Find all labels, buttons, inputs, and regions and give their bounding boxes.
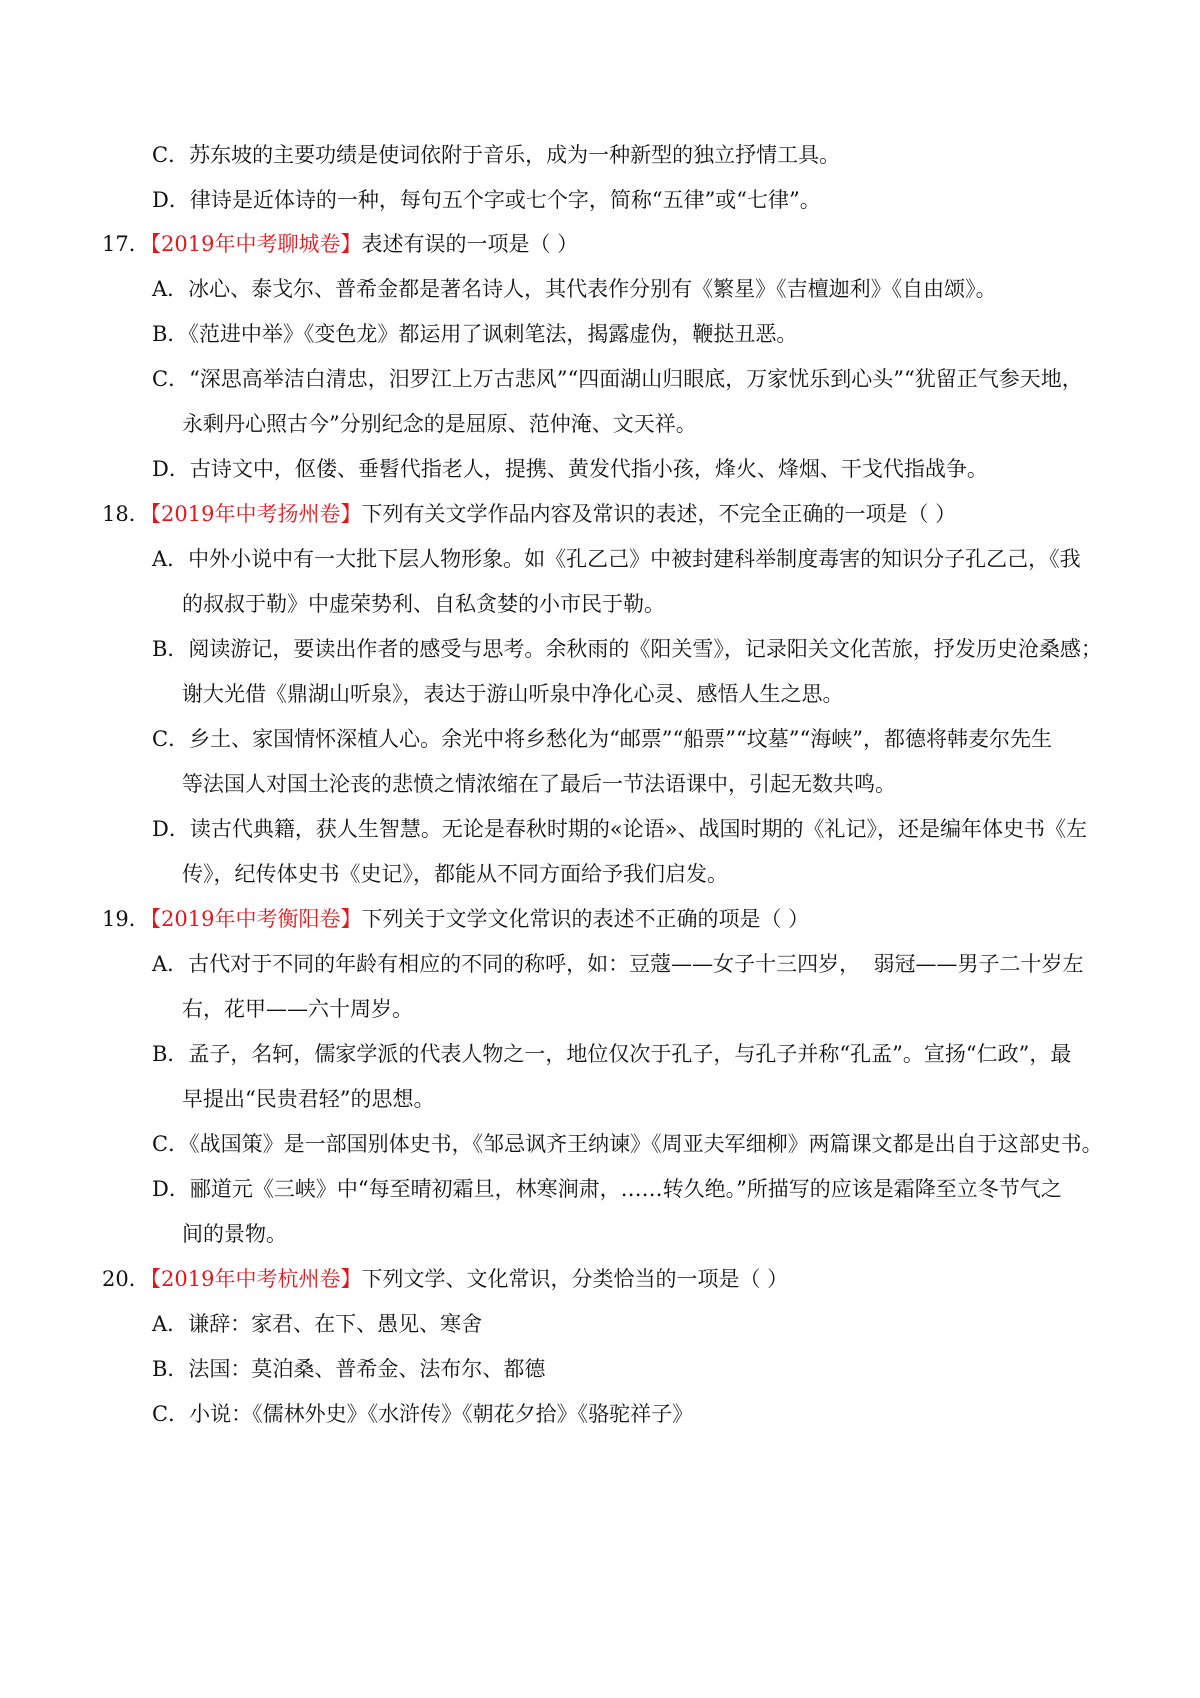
- q17-option-c-line2: 永剩丹心照古今”分别纪念的是屈原、范仲淹、文天祥。: [182, 412, 697, 436]
- q20-header: [140, 1264, 788, 1294]
- q16-option-c: C．苏东坡的主要功绩是使词依附于音乐，成为一种新型的独立抒情工具。: [152, 143, 841, 167]
- q17-number: 17．: [102, 232, 150, 256]
- q17-option-c-line1: C．“深思高举洁白清忠，汨罗江上万古悲风”“四面湖山归眼底，万家忧乐到心头”“犹留正气参天地，: [152, 367, 1083, 391]
- q18-option-d-line1: D．读古代典籍，获人生智慧。无论是春秋时期的«论语»、战国时期的《礼记》，还是编年体史书《左: [152, 817, 1088, 841]
- q19-option-b-line1: B．孟子，名轲，儒家学派的代表人物之一，地位仅次于孔子，与孔子并称“孔孟”。宣扬“仁政”，最: [152, 1042, 1072, 1066]
- q19-option-b-line2: 早提出“民贵君轻”的思想。: [182, 1087, 435, 1111]
- q20-source: 【2019年中考杭州卷】: [140, 1267, 362, 1291]
- q19-source: 【2019年中考衡阳卷】: [140, 907, 362, 931]
- q19-option-a-line2: 右，花甲——六十周岁。: [182, 997, 413, 1021]
- q18-option-a-line1: A．中外小说中有一大批下层人物形象。如《孔乙己》中被封建科举制度毒害的知识分子孔乙己，《我: [152, 547, 1081, 571]
- q17-option-a: A．冰心、泰戈尔、普希金都是著名诗人，其代表作分别有《繁星》《吉檀迦利》《自由颂》。: [152, 277, 997, 301]
- q20-stem: 下列文学、文化常识，分类恰当的一项是（ ）: [361, 1267, 789, 1291]
- q17-option-d: D．古诗文中，伛偻、垂髫代指老人，提携、黄发代指小孩，烽火、烽烟、干戈代指战争。: [152, 457, 988, 481]
- q18-stem: 下列有关文学作品内容及常识的表述，不完全正确的一项是（ ）: [361, 502, 957, 526]
- q18-number: 18．: [102, 502, 150, 526]
- q20-option-a: A．谦辞：家君、在下、愚见、寒舍: [152, 1312, 483, 1336]
- q19-option-d-line1: D．郦道元《三峡》中“每至晴初霜旦，林寒涧肃，……转久绝。”所描写的应该是霜降至立冬节气之: [152, 1177, 1062, 1201]
- q17-stem: 表述有误的一项是（ ）: [361, 232, 579, 256]
- q20-option-b: B．法国：莫泊桑、普希金、法布尔、都德: [152, 1357, 546, 1381]
- q17-option-b: B．《范进中举》《变色龙》都运用了讽刺笔法，揭露虚伪，鞭挞丑恶。: [152, 322, 798, 346]
- q18-source: 【2019年中考扬州卷】: [140, 502, 362, 526]
- q18-option-c-line1: C．乡土、家国情怀深植人心。余光中将乡愁化为“邮票”“船票”“坟墓”“海峡”，都德将韩麦尔先生: [152, 727, 1052, 751]
- q19-number: 19．: [102, 907, 150, 931]
- q16-option-d: D．律诗是近体诗的一种，每句五个字或七个字，简称“五律”或“七律”。: [152, 188, 821, 212]
- q18-option-b-line2: 谢大光借《鼎湖山听泉》，表达于游山听泉中净化心灵、感悟人生之思。: [182, 682, 844, 706]
- q18-header: [140, 499, 956, 529]
- q18-option-b-line1: B．阅读游记，要读出作者的感受与思考。余秋雨的《阳关雪》，记录阳关文化苦旅，抒发历史沧桑感；: [152, 637, 1102, 661]
- q20-option-c: C．小说：《儒林外史》《水浒传》《朝花夕拾》《骆驼祥子》: [152, 1402, 694, 1426]
- q17-header: [140, 229, 578, 259]
- q18-option-a-line2: 的叔叔于勒》中虚荣势利、自私贪婪的小市民于勒。: [182, 592, 665, 616]
- q18-option-d-line2: 传》，纪传体史书《史记》，都能从不同方面给予我们启发。: [182, 862, 728, 886]
- q19-option-a-line1: A．古代对于不同的年龄有相应的不同的称呼，如：豆蔻——女子十三四岁， 弱冠——男子二十岁左: [152, 952, 1084, 976]
- q19-option-d-line2: 间的景物。: [182, 1222, 287, 1246]
- q20-number: 20．: [102, 1267, 150, 1291]
- q19-option-c: C．《战国策》是一部国别体史书，《邹忌讽齐王纳谏》《周亚夫军细柳》两篇课文都是出自于这部史书。: [152, 1132, 1103, 1156]
- q19-stem: 下列关于文学文化常识的表述不正确的项是（ ）: [361, 907, 810, 931]
- q18-option-c-line2: 等法国人对国土沦丧的悲愤之情浓缩在了最后一节法语课中，引起无数共鸣。: [182, 772, 896, 796]
- q19-header: [140, 904, 809, 934]
- q17-source: 【2019年中考聊城卷】: [140, 232, 362, 256]
